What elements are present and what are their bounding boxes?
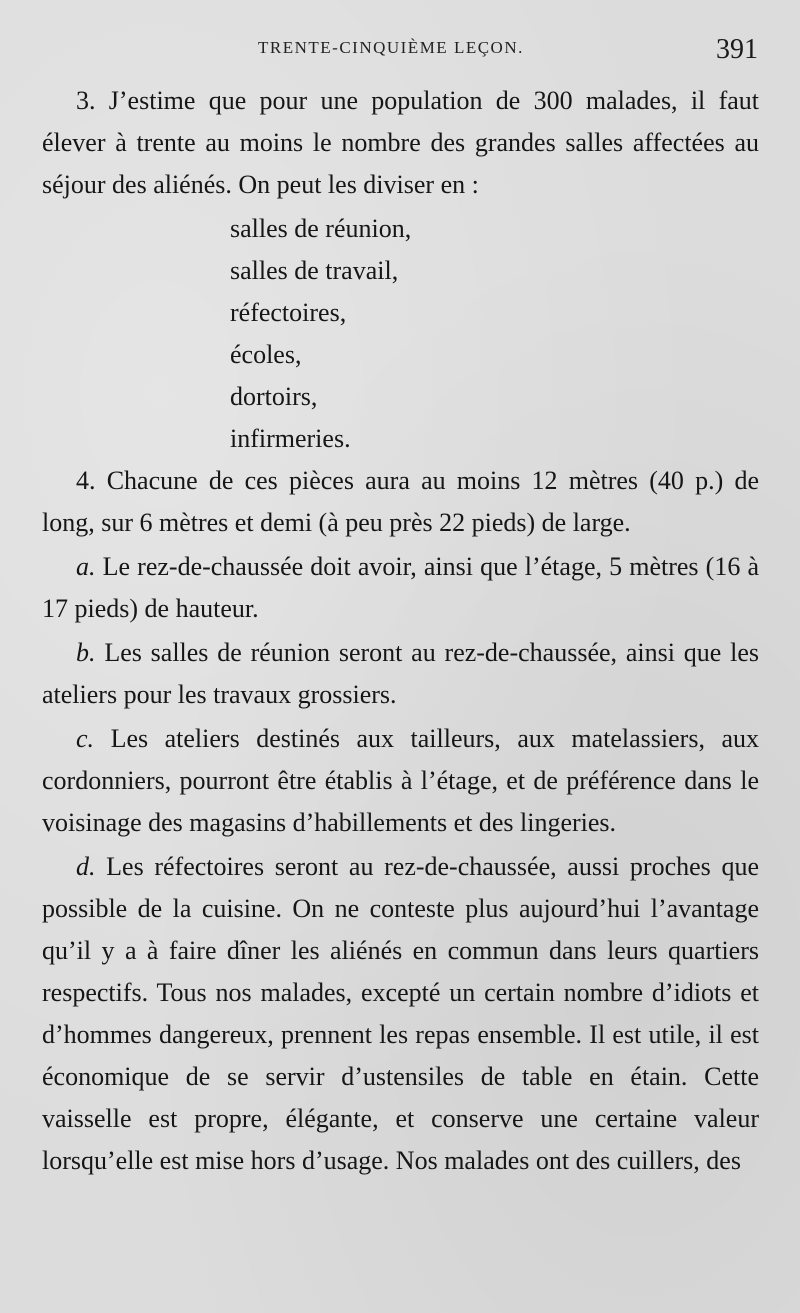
paragraph-label: b. xyxy=(76,638,96,667)
paragraph-text: Les réfectoires seront au rez-de-chaussée, aussi proches que possible de la cuisine. On ne conteste plus aujourd’hui l’avantage qu’il y a à faire dîner les aliénés en commun dans leurs quartiers respectifs. Tous nos malades, excepté un certain nombre d’idiots et d’hommes dangereux, prennent les repas ensemble. Il est utile, il est économique de se servir d’ustensiles de table en étain. Cette vaisselle est propre, élégante, et conserve une certaine valeur lorsqu’elle est mise hors d’usage. Nos malades ont des cuillers, des xyxy=(42,852,759,1175)
list-item: salles de travail, xyxy=(230,256,399,285)
list-item: salles de réunion, xyxy=(230,214,412,243)
page-header xyxy=(0,34,800,68)
page-body xyxy=(42,80,759,1184)
paragraph-3 xyxy=(42,80,759,206)
running-title: TRENTE-CINQUIÈME LEÇON. xyxy=(258,38,524,57)
paragraph-number: 3. xyxy=(76,86,96,115)
room-list xyxy=(42,208,759,460)
paragraph-text: Chacune de ces pièces aura au moins 12 mètres (40 p.) de long, sur 6 mètres et demi (à peu près 22 pieds) de large. xyxy=(42,466,759,537)
paragraph-text: Le rez-de-chaussée doit avoir, ainsi que l’étage, 5 mètres (16 à 17 pieds) de hauteur. xyxy=(42,552,759,623)
paragraph-d xyxy=(42,846,759,1182)
paragraph-4 xyxy=(42,460,759,544)
list-item: infirmeries. xyxy=(230,424,351,453)
paragraph-label: d. xyxy=(76,852,96,881)
paragraph-c xyxy=(42,718,759,844)
list-item: réfectoires, xyxy=(230,298,347,327)
page-number: 391 xyxy=(716,34,758,65)
paragraph-number: 4. xyxy=(76,466,96,495)
paragraph-text: J’estime que pour une population de 300 malades, il faut élever à trente au moins le nombre des grandes salles affectées au séjour des aliénés. On peut les diviser en : xyxy=(42,86,759,199)
paragraph-b xyxy=(42,632,759,716)
paragraph-text: Les salles de réunion seront au rez-de-chaussée, ainsi que les ateliers pour les travaux grossiers. xyxy=(42,638,759,709)
list-item: écoles, xyxy=(230,340,302,369)
paragraph-label: a. xyxy=(76,552,96,581)
list-item: dortoirs, xyxy=(230,382,318,411)
paragraph-label: c. xyxy=(76,724,95,753)
paragraph-a xyxy=(42,546,759,630)
paragraph-text: Les ateliers destinés aux tailleurs, aux matelassiers, aux cordonniers, pourront être établis à l’étage, et de préférence dans le voisinage des magasins d’habillements et des lingeries. xyxy=(42,724,759,837)
